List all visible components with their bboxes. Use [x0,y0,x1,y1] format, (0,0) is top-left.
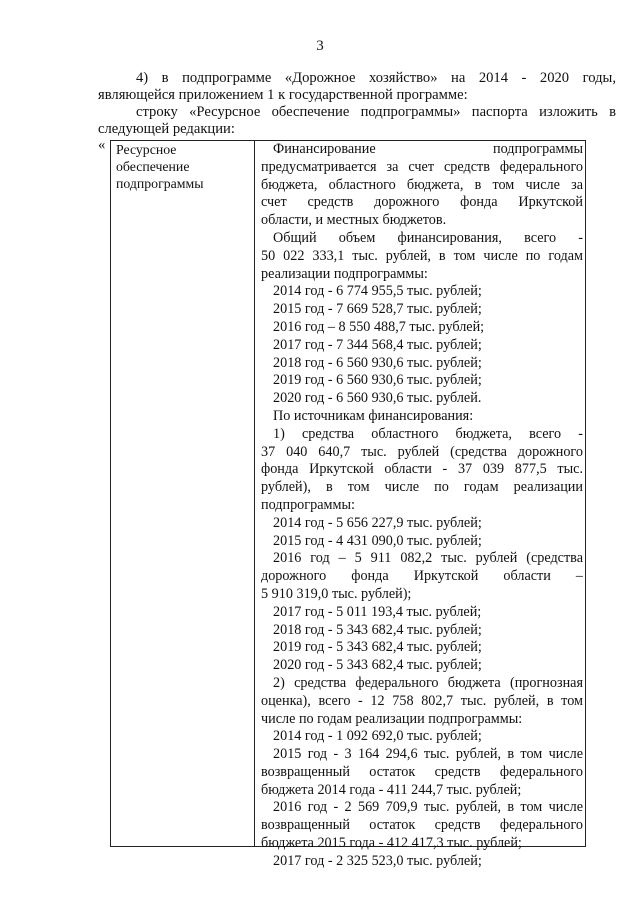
content-line: 37 040 640,7 тыс. рублей (средства дорожного [261,443,583,460]
content-line: Общий объем финансирования, всего - [273,229,583,246]
content-line: рублей), в том числе по годам реализации [261,479,583,496]
intro-paragraph [98,70,616,138]
column-divider [254,141,255,846]
content-line: дорожного фонда Иркутской области – [261,568,583,585]
content-line: 1) средства областного бюджета, всего - [273,425,583,442]
intro-line-3: строку «Ресурсное обеспечение подпрограммы» паспорта изложить в [136,104,616,120]
content-line: подпрограммы: [261,496,355,513]
content-line: области, и местных бюджетов. [261,212,447,229]
content-line: 2016 год – 5 911 082,2 тыс. рублей (средства [273,550,583,567]
content-line: 2014 год - 1 092 692,0 тыс. рублей; [273,728,482,745]
content-line: предусматривается за счет средств федерального [261,158,583,175]
content-line: 50 022 333,1 тыс. рублей, в том числе по годам [261,247,583,264]
content-line: 2016 год – 8 550 488,7 тыс. рублей; [273,318,485,335]
content-line: 2) средства федерального бюджета (прогнозная [273,674,583,691]
content-line: 5 910 319,0 тыс. рублей); [261,585,412,602]
content-line: 2020 год - 6 560 930,6 тыс. рублей. [273,390,482,407]
label-line: Ресурсное [116,142,177,157]
content-line: фонда Иркутской области - 37 039 877,5 тыс. [261,461,583,478]
content-line: По источникам финансирования: [273,407,474,424]
content-line: бюджета, областного бюджета, в том числе за [261,176,583,193]
content-line: 2020 год - 5 343 682,4 тыс. рублей; [273,657,482,674]
content-line: возвращенный остаток средств федерального [261,763,583,780]
opening-quote: « [98,137,106,153]
intro-line-1: 4) в подпрограмме «Дорожное хозяйство» на 2014 - 2020 годы, [136,70,616,86]
content-line: 2016 год - 2 569 709,9 тыс. рублей, в том числе [273,799,583,816]
content-line: 2017 год - 5 011 193,4 тыс. рублей; [273,603,482,620]
content-line: числе по годам реализации подпрограммы: [261,710,523,727]
content-line: реализации подпрограммы: [261,265,428,282]
content-line: возвращенный остаток средств федерального [261,817,583,834]
content-line: 2015 год - 7 669 528,7 тыс. рублей; [273,301,482,318]
content-line: 2019 год - 5 343 682,4 тыс. рублей; [273,639,482,656]
label-line: подпрограммы [116,176,204,191]
content-line: счет средств дорожного фонда Иркутской [261,194,583,211]
content-line: 2015 год - 4 431 090,0 тыс. рублей; [273,532,482,549]
content-line: 2018 год - 5 343 682,4 тыс. рублей; [273,621,482,638]
intro-line-2: являющейся приложением 1 к государственной программе: [98,87,468,103]
resource-table [110,140,586,869]
content-line: 2017 год - 7 344 568,4 тыс. рублей; [273,336,482,353]
content-line: бюджета 2014 года - 411 244,7 тыс. рублей; [261,781,522,798]
label-line: обеспечение [116,159,190,174]
table-label-cell [116,141,252,192]
page-number: 3 [316,38,324,54]
content-line: оценка), всего - 12 758 802,7 тыс. рублей, в том [261,692,583,709]
content-line: 2019 год - 6 560 930,6 тыс. рублей; [273,372,482,389]
content-line: 2017 год - 2 325 523,0 тыс. рублей; [273,852,482,869]
content-line: Финансирование подпрограммы [273,141,583,157]
content-line: 2018 год - 6 560 930,6 тыс. рублей; [273,354,482,371]
content-line: 2015 год - 3 164 294,6 тыс. рублей, в том числе [273,746,583,763]
intro-line-4: следующей редакции: [98,121,235,137]
table-content-cell [261,141,583,871]
content-line: бюджета 2015 года - 412 417,3 тыс. рублей; [261,835,522,852]
content-line: 2014 год - 6 774 955,5 тыс. рублей; [273,283,482,300]
content-line: 2014 год - 5 656 227,9 тыс. рублей; [273,514,482,531]
